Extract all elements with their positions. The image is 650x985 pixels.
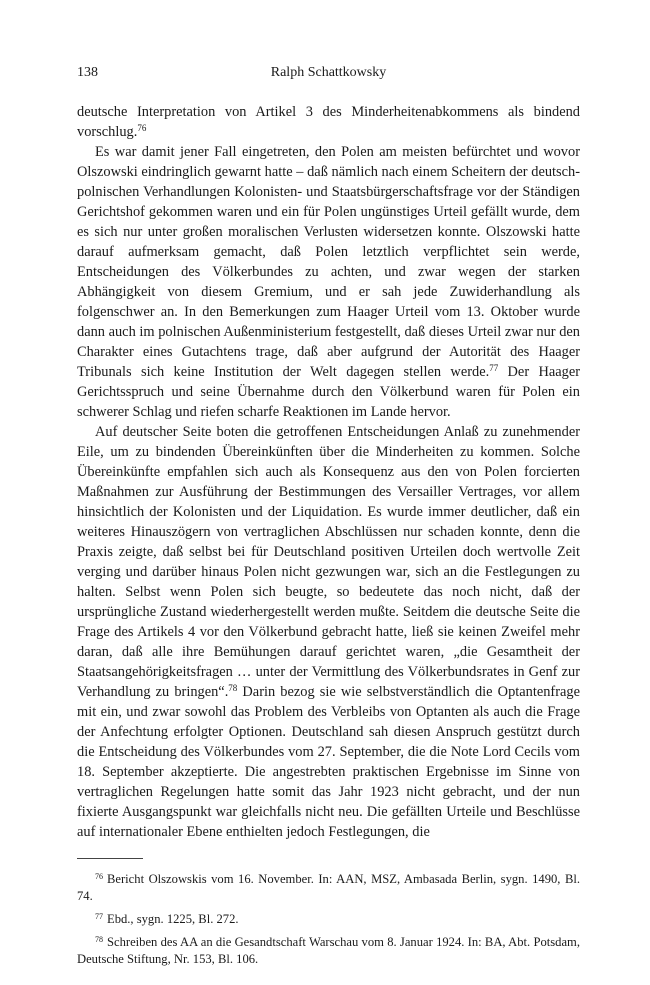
footnote-divider bbox=[77, 858, 143, 859]
footnote-text: Bericht Olszowskis vom 16. November. In: AAN, MSZ, Ambasada Berlin, sygn. 1490, Bl. 74. bbox=[77, 872, 580, 903]
footnote-number: 78 bbox=[95, 935, 103, 944]
footnote-76 bbox=[77, 871, 580, 905]
paragraph-2-text-a: Es war damit jener Fall eingetreten, den Polen am meisten befürchtet und wovor Olszowski eindringlich gewarnt hatte – daß nämlich nach einem Scheitern der deutsch-polnischen Verhandlungen Kolonisten- und Staatsbürgerschaftsfrage vor der Ständigen Gerichtshof gekommen waren und ein für Polen ungünstiges Urteil gefällt wurde, dem es sich nur unter großen moralischen Verlusten widersetzen konnte. Olszowski hatte darauf aufmerksam gemacht, daß Polen letztlich verpflichtet sein werde, Entscheidungen des Völkerbundes zu achten, und zwar wegen der starken Abhängigkeit von diesem Gremium, und er sah jede Zuwiderhandlung als folgenschwer an. In den Bemerkungen zum Haager Urteil vom 13. Oktober wurde dann auch im polnischen Außenministerium festgestellt, daß dieses Urteil zwar nur den Charakter eines Gutachtens trage, daß aber aufgrund der Autorität des Haager Tribunals sich keine Institution der Welt dagegen stellen werde. bbox=[77, 144, 580, 380]
footnote-77 bbox=[77, 911, 580, 928]
footnote-text: Ebd., sygn. 1225, Bl. 272. bbox=[107, 912, 239, 926]
paragraph-3-text-a: Auf deutscher Seite boten die getroffenen Entscheidungen Anlaß zu zunehmender Eile, um zu bindenden Übereinkünften über die Minderheiten zu kommen. Solche Übereinkünfte empfahlen sich auch als Konsequenz aus den von Polen forcierten Maßnahmen zur Ausführung der Bestimmungen des Versailler Vertrages, vor allem hinsichtlich der Kolonisten und der Liquidation. Es wurde immer deutlicher, daß ein weiteres Hinauszögern von vertraglichen Abschlüssen nur schaden konnte, denn die Praxis zeigte, daß selbst bei für Deutschland positiven Urteilen doch wertvolle Zeit verging und darüber hinaus Polen nicht gezwungen war, sich an die Festlegungen zu halten. Selbst wenn Polen sich beugte, so bedeutete das noch nicht, daß der ursprüngliche Zustand wiederhergestellt werden mußte. Seitdem die deutsche Seite die Frage des Artikels 4 vor den Völkerbund gebracht hatte, ließ sie keinen Zweifel mehr daran, daß alle ihre Bemühungen darauf gerichtet waren, „die Gesamtheit der Staatsangehörigkeitsfragen … unter der Vermittlung des Völkerbundsrates in Genf zur Verhandlung zu bringen“. bbox=[77, 424, 580, 700]
footnote-number: 76 bbox=[95, 872, 103, 881]
footnote-text: Schreiben des AA an die Gesandtschaft Warschau vom 8. Januar 1924. In: BA, Abt. Potsdam, Deutsche Stiftung, Nr. 153, Bl. 106. bbox=[77, 935, 580, 966]
paragraph-2 bbox=[77, 142, 580, 422]
paragraph-1 bbox=[77, 102, 580, 142]
footnote-ref-78: 78 bbox=[228, 683, 238, 693]
running-header bbox=[77, 64, 580, 86]
footnote-number: 77 bbox=[95, 912, 103, 921]
footnote-78 bbox=[77, 934, 580, 968]
paragraph-2-text-b: Der Haager Gerichtsspruch und seine Übernahme durch den Völkerbund waren für Polen ein schwerer Schlag und riefen scharfe Reaktionen im Lande hervor. bbox=[77, 364, 581, 420]
running-title-author: Ralph Schattkowsky bbox=[270, 65, 387, 80]
paragraph-1-text: deutsche Interpretation von Artikel 3 des Minderheitenabkommens als bindend vorschlug. bbox=[77, 104, 580, 140]
paragraph-3-text-b: Darin bezog sie wie selbstverständlich die Optantenfrage mit ein, und zwar sowohl das Problem des Verbleibs von Optanten als auch die Frage der Anfechtung erfolgter Optionen. Deutschland sah diesen Anspruch gestützt durch die Entscheidung des Völkerbundes vom 27. September, die die Note Lord Cecils vom 18. September akzeptierte. Die angestrebten praktischen Ergebnisse im Sinne von vertraglichen Regelungen hatte somit das Jahr 1923 nicht gebracht, und der nun fixierte Ausgangspunkt war gleichfalls nicht neu. Die gefällten Urteile und Beschlüsse auf internationaler Ebene enthielten jedoch Festlegungen, die bbox=[77, 684, 580, 840]
page-number: 138 bbox=[77, 65, 98, 80]
paragraph-3 bbox=[77, 422, 580, 842]
footnote-ref-76: 76 bbox=[137, 123, 147, 133]
footnote-ref-77: 77 bbox=[489, 363, 499, 373]
footnotes bbox=[77, 871, 580, 968]
book-page bbox=[77, 64, 580, 974]
main-text bbox=[77, 102, 580, 842]
